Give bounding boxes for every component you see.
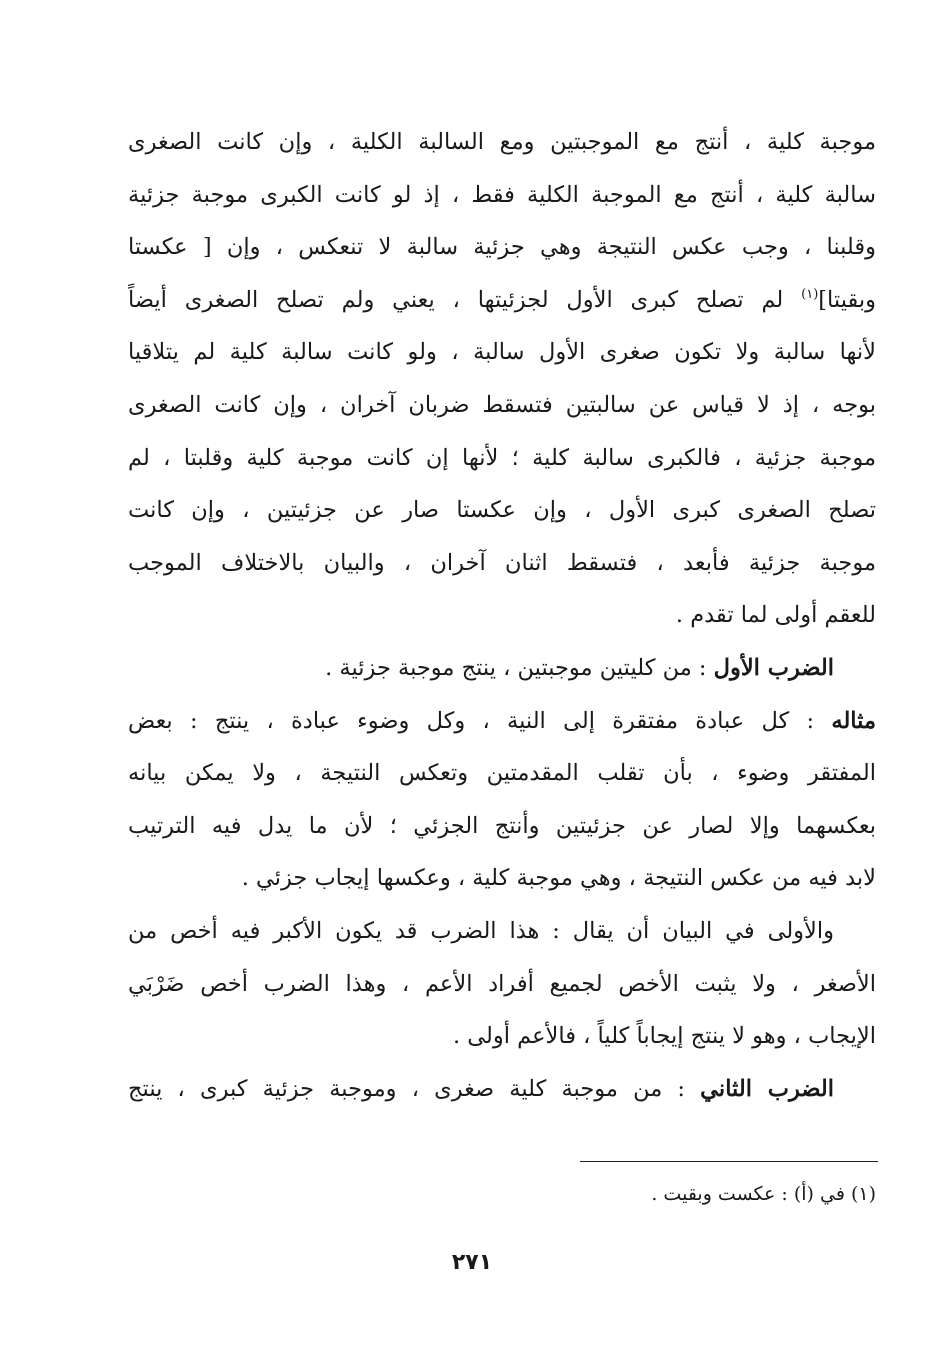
text-line: بوجه ، إذ لا قياس عن سالبتين فتسقط ضربان آخران ، وإن كانت الصغرى bbox=[128, 391, 876, 418]
text-line: الإيجاب ، وهو لا ينتج إيجاباً كلياً ، فالأعم أولى . bbox=[452, 1023, 876, 1050]
paragraph-second-mood bbox=[128, 1063, 876, 1116]
section-heading: الضرب الثاني bbox=[700, 1075, 834, 1102]
paragraph-first-mood bbox=[128, 642, 876, 695]
text-line: لابد فيه من عكس النتيجة ، وهي موجبة كلية ، وعكسها إيجاب جزئي . bbox=[241, 865, 876, 892]
text-line: موجبة جزئية فأبعد ، فتسقط اثنان آخران ، والبيان بالاختلاف الموجب bbox=[128, 549, 876, 576]
main-text bbox=[128, 116, 876, 1115]
line-start: وبقيتا] bbox=[818, 286, 876, 313]
footnote-marker: (١) bbox=[801, 286, 819, 302]
text-line: سالبة كلية ، أنتج مع الموجبة الكلية فقط ، إذ لو كانت الكبرى موجبة جزئية bbox=[128, 181, 876, 208]
text-line: لأنها سالبة ولا تكون صغرى الأول سالبة ، ولو كانت سالبة كلية لم يتلاقيا bbox=[128, 339, 876, 366]
text-line: الأصغر ، ولا يثبت الأخص لجميع أفراد الأعم ، وهذا الضرب أخص ضَرْبَي bbox=[128, 970, 876, 997]
text-line-with-footnote bbox=[128, 274, 876, 327]
text-line: للعقم أولى لما تقدم . bbox=[675, 602, 876, 629]
paragraph-text: : كل عبادة مفتقرة إلى النية ، وكل وضوء عبادة ، ينتج : بعض bbox=[128, 707, 815, 734]
text-line: تصلح الصغرى كبرى الأول ، وإن عكستا صار عن جزئيتين ، وإن كانت bbox=[128, 497, 876, 524]
text-line: موجبة كلية ، أنتج مع الموجبتين ومع السالبة الكلية ، وإن كانت الصغرى bbox=[128, 129, 876, 155]
paragraph-example bbox=[128, 695, 876, 748]
line-rest: لم تصلح كبرى الأول لجزئيتها ، يعني ولم تصلح الصغرى أيضاً bbox=[128, 286, 784, 313]
section-heading: مثاله bbox=[831, 707, 876, 734]
text-line: وقلبنا ، وجب عكس النتيجة وهي جزئية سالبة لا تنعكس ، وإن [ عكستا bbox=[128, 234, 876, 261]
footnote: (١) في (أ) : عكست وبقيت . bbox=[651, 1183, 876, 1205]
page-number: ٢٧١ bbox=[451, 1250, 493, 1275]
text-line: موجبة جزئية ، فالكبرى سالبة كلية ؛ لأنها إن كانت موجبة كلية وقلبتا ، لم bbox=[128, 444, 876, 471]
text-line: المفتقر وضوء ، بأن تقلب المقدمتين وتعكس النتيجة ، ولا يمكن بيانه bbox=[128, 760, 876, 787]
paragraph-text: : من موجبة كلية صغرى ، وموجبة جزئية كبرى ، ينتج bbox=[128, 1075, 685, 1102]
paragraph-text: : من كليتين موجبتين ، ينتج موجبة جزئية . bbox=[325, 654, 707, 681]
section-heading: الضرب الأول bbox=[713, 654, 834, 681]
text-line: بعكسهما وإلا لصار عن جزئيتين وأنتج الجزئي ؛ لأن ما يدل فيه الترتيب bbox=[128, 812, 876, 839]
text-line: والأولى في البيان أن يقال : هذا الضرب قد يكون الأكبر فيه أخص من bbox=[128, 917, 834, 944]
footnote-divider bbox=[580, 1161, 878, 1162]
